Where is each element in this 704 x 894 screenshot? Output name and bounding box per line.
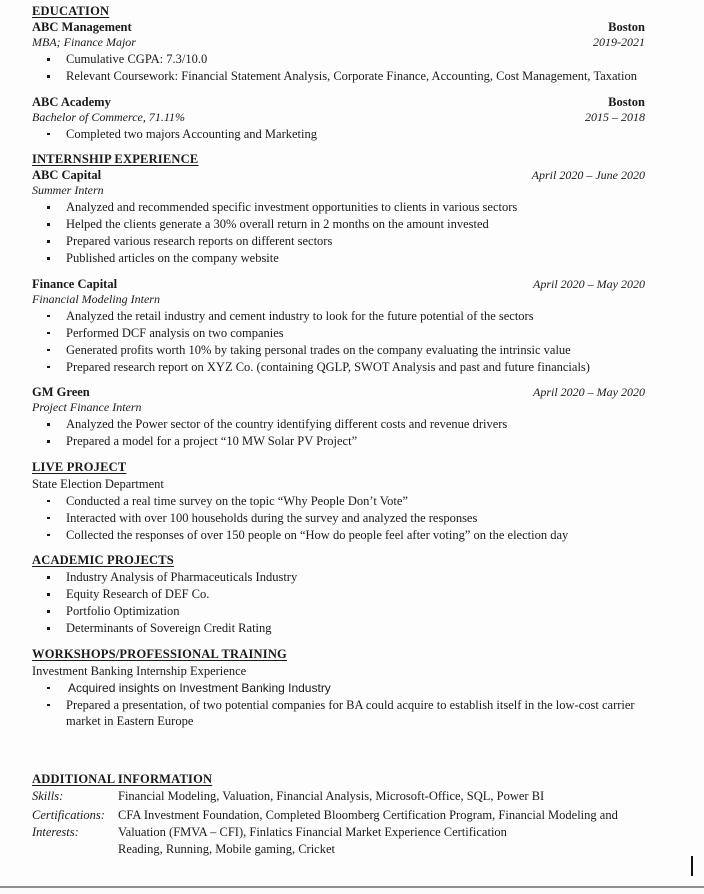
info-value-group bbox=[118, 807, 645, 858]
spacer bbox=[32, 268, 645, 277]
date-range: April 2020 – May 2020 bbox=[533, 385, 645, 399]
spacer bbox=[32, 376, 645, 385]
section-heading-academic-projects: ACADEMIC PROJECTS bbox=[32, 553, 174, 567]
list-item bbox=[32, 199, 645, 216]
spacer bbox=[32, 738, 645, 772]
section-heading-workshops: WORKSHOPS/PROFESSIONAL TRAINING bbox=[32, 646, 287, 661]
list-item bbox=[32, 586, 645, 603]
list-item bbox=[32, 697, 645, 730]
bullet-list bbox=[32, 199, 645, 267]
bullet-list bbox=[32, 569, 645, 637]
bullet-dot-icon bbox=[47, 687, 50, 690]
info-label: Certifications: bbox=[32, 807, 105, 822]
list-item-text: Relevant Coursework: Financial Statement Analysis, Corporate Finance, Accounting, Cost Management, Taxation bbox=[66, 69, 638, 83]
info-label: Skills: bbox=[32, 788, 64, 803]
list-item-text: Prepared a model for a project “10 MW Solar PV Project” bbox=[66, 434, 358, 448]
list-item bbox=[32, 359, 645, 376]
role-title: Financial Modeling Intern bbox=[32, 291, 160, 306]
section-heading-education: EDUCATION bbox=[32, 4, 110, 18]
resume-content bbox=[32, 4, 645, 868]
section-workshops bbox=[32, 647, 645, 730]
list-item bbox=[32, 603, 645, 620]
list-item-text: Analyzed and recommended specific investment opportunities to clients in various sectors bbox=[66, 200, 518, 214]
list-item bbox=[32, 325, 645, 342]
education-entry-abc-academy bbox=[32, 95, 645, 143]
info-row-skills bbox=[32, 788, 645, 805]
section-heading-additional-information: ADDITIONAL INFORMATION bbox=[32, 771, 213, 786]
list-item-text: Conducted a real time survey on the topic “Why People Don’t Vote” bbox=[66, 493, 408, 508]
list-item-text: Performed DCF analysis on two companies bbox=[66, 325, 284, 340]
list-item-text: Prepared various research reports on different sectors bbox=[66, 234, 333, 248]
bullet-list bbox=[32, 51, 645, 85]
bullet-dot-icon bbox=[47, 610, 50, 613]
bullet-dot-icon bbox=[47, 704, 50, 707]
info-value: Reading, Running, Mobile gaming, Cricket bbox=[118, 841, 335, 856]
bullet-dot-icon bbox=[47, 576, 50, 579]
list-item bbox=[32, 510, 645, 527]
list-item bbox=[32, 250, 645, 267]
bullet-dot-icon bbox=[47, 223, 50, 226]
bullet-dot-icon bbox=[47, 332, 50, 335]
list-item-text: Analyzed the retail industry and cement industry to look for the future potential of the sectors bbox=[66, 308, 534, 323]
organization-name: ABC Management bbox=[32, 20, 132, 34]
info-value: Financial Modeling, Valuation, Financial Analysis, Microsoft-Office, SQL, Power BI bbox=[118, 788, 545, 803]
list-item-text: Prepared a presentation, of two potential companies for BA could acquire to establish itself in the low-cost carrier market in Eastern Europe bbox=[66, 697, 635, 728]
bullet-dot-icon bbox=[47, 315, 50, 318]
list-item bbox=[32, 51, 645, 68]
section-heading-live-project: LIVE PROJECT bbox=[32, 459, 127, 474]
spacer bbox=[32, 86, 645, 95]
organization-name: ABC Academy bbox=[32, 94, 111, 109]
bullet-list bbox=[32, 680, 645, 730]
section-academic-projects bbox=[32, 553, 645, 637]
list-item bbox=[32, 569, 645, 586]
page-bottom-edge bbox=[0, 889, 704, 894]
section-live-project bbox=[32, 460, 645, 544]
list-item bbox=[32, 342, 645, 359]
bullet-dot-icon bbox=[47, 366, 50, 369]
bullet-list bbox=[32, 308, 645, 376]
list-item bbox=[32, 493, 645, 510]
bullet-dot-icon bbox=[47, 440, 50, 443]
section-additional-information bbox=[32, 772, 645, 858]
list-item-text: Generated profits worth 10% by taking personal trades on the company evaluating the intrinsic value bbox=[66, 342, 571, 357]
list-item bbox=[32, 233, 645, 250]
list-item bbox=[32, 416, 645, 433]
bullet-dot-icon bbox=[47, 206, 50, 209]
list-item-text: Interacted with over 100 households during the survey and analyzed the responses bbox=[66, 510, 478, 525]
info-block-certifications-interests bbox=[32, 807, 645, 858]
list-item bbox=[32, 680, 645, 697]
organization-name: ABC Capital bbox=[32, 168, 102, 182]
info-value: Valuation (FMVA – CFI), Finlatics Financial Market Experience Certification bbox=[118, 824, 507, 839]
bullet-list bbox=[32, 416, 645, 450]
bullet-dot-icon bbox=[47, 349, 50, 352]
list-item-text: Analyzed the Power sector of the country identifying different costs and revenue drivers bbox=[66, 417, 508, 431]
list-item bbox=[32, 308, 645, 325]
list-item-text: Equity Research of DEF Co. bbox=[66, 587, 210, 601]
date-range: 2015 – 2018 bbox=[585, 109, 645, 124]
bullet-dot-icon bbox=[47, 240, 50, 243]
list-item bbox=[32, 620, 645, 637]
list-item-text: Determinants of Sovereign Credit Rating bbox=[66, 621, 272, 635]
list-item bbox=[32, 68, 645, 85]
list-item-text: Prepared research report on XYZ Co. (containing QGLP, SWOT Analysis and past and future financials) bbox=[66, 359, 590, 374]
list-item-text: Cumulative CGPA: 7.3/10.0 bbox=[66, 52, 208, 66]
info-label: Interests: bbox=[32, 824, 79, 839]
live-project-subtitle: State Election Department bbox=[32, 476, 164, 491]
experience-entry-finance-capital bbox=[32, 277, 645, 376]
degree-title: MBA; Finance Major bbox=[32, 35, 136, 49]
role-title: Project Finance Intern bbox=[32, 400, 142, 414]
list-item-text: Industry Analysis of Pharmaceuticals Industry bbox=[66, 570, 298, 584]
list-item bbox=[32, 216, 645, 233]
bullet-dot-icon bbox=[47, 423, 50, 426]
education-entry-abc-management bbox=[32, 20, 645, 85]
organization-name: GM Green bbox=[32, 385, 90, 399]
list-item-text: Portfolio Optimization bbox=[66, 604, 180, 618]
bullet-dot-icon bbox=[47, 75, 50, 78]
bullet-dot-icon bbox=[47, 257, 50, 260]
bullet-dot-icon bbox=[47, 627, 50, 630]
bullet-dot-icon bbox=[47, 534, 50, 537]
list-item-text: Published articles on the company website bbox=[66, 251, 279, 265]
list-item bbox=[32, 126, 645, 143]
info-value: CFA Investment Foundation, Completed Bloomberg Certification Program, Financial Modeling and bbox=[118, 807, 618, 822]
experience-entry-abc-capital bbox=[32, 168, 645, 267]
section-education bbox=[32, 4, 645, 142]
date-range: April 2020 – June 2020 bbox=[531, 168, 645, 182]
list-item-text: Collected the responses of over 150 people on “How do people feel after voting” on the election day bbox=[66, 527, 569, 542]
role-title: Summer Intern bbox=[32, 183, 104, 197]
degree-title: Bachelor of Commerce, 71.11% bbox=[32, 109, 185, 124]
list-item-text: Helped the clients generate a 30% overall return in 2 months on the amount invested bbox=[66, 217, 489, 231]
bullet-list bbox=[32, 126, 645, 143]
bullet-dot-icon bbox=[47, 593, 50, 596]
bullet-dot-icon bbox=[47, 58, 50, 61]
bullet-dot-icon bbox=[47, 517, 50, 520]
bullet-dot-icon bbox=[47, 500, 50, 503]
organization-name: Finance Capital bbox=[32, 276, 118, 291]
bullet-list bbox=[32, 493, 645, 544]
experience-entry-gm-green bbox=[32, 385, 645, 450]
info-label-group bbox=[32, 807, 118, 841]
list-item bbox=[32, 527, 645, 544]
date-range: April 2020 – May 2020 bbox=[533, 276, 645, 291]
page-bottom-rule bbox=[0, 886, 704, 888]
location: Boston bbox=[608, 94, 645, 109]
scan-artifact-mark bbox=[691, 856, 693, 876]
date-range: 2019-2021 bbox=[593, 35, 645, 49]
list-item bbox=[32, 433, 645, 450]
section-internship-experience bbox=[32, 152, 645, 450]
section-heading-internship-experience: INTERNSHIP EXPERIENCE bbox=[32, 152, 199, 166]
location: Boston bbox=[608, 20, 645, 34]
list-item-text: Completed two majors Accounting and Marketing bbox=[66, 126, 317, 141]
workshops-subtitle: Investment Banking Internship Experience bbox=[32, 663, 247, 678]
bullet-dot-icon bbox=[47, 133, 50, 136]
list-item-text: Acquired insights on Investment Banking Industry bbox=[68, 680, 331, 695]
